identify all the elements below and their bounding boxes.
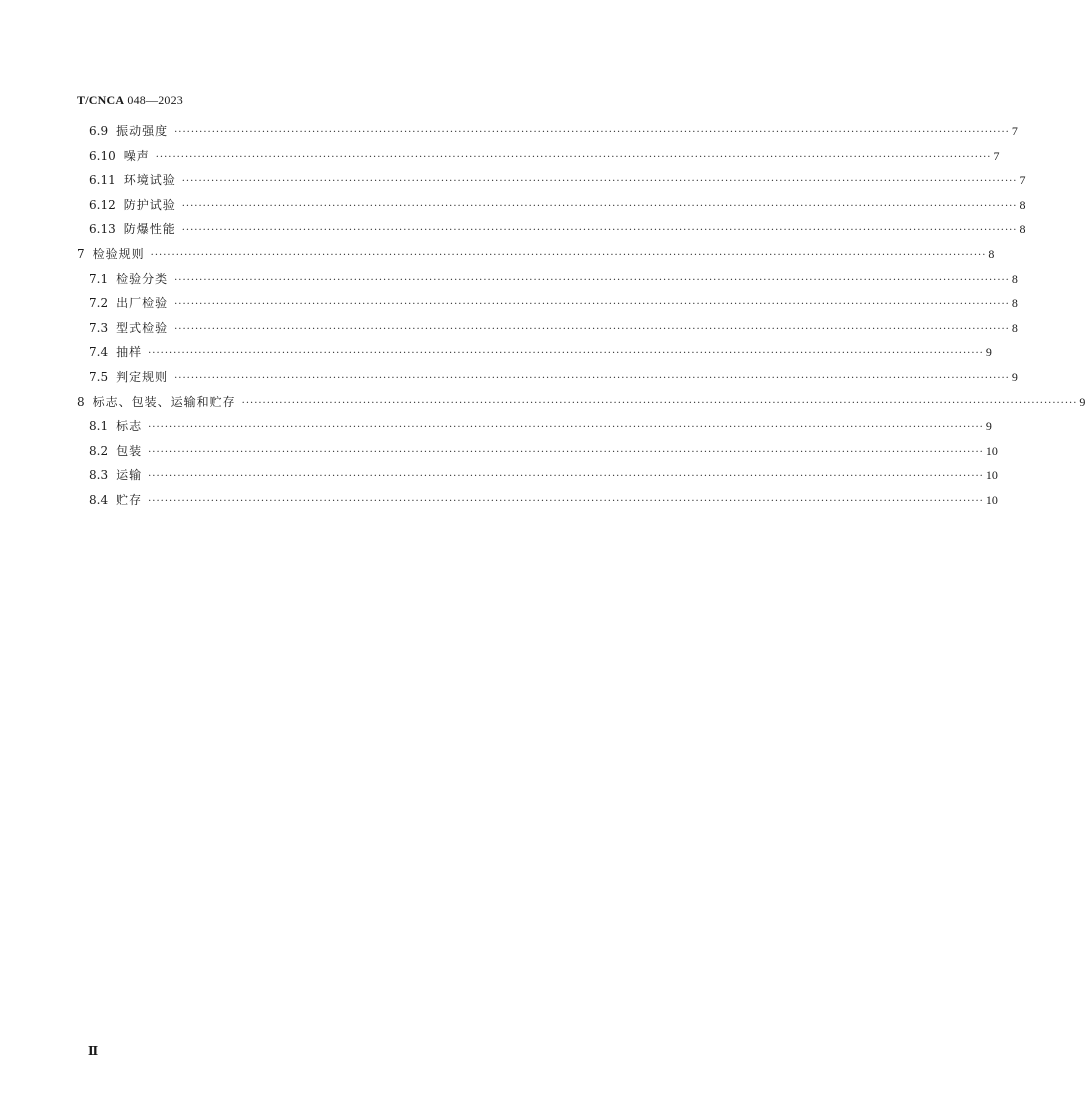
dot-leader: ········································································································································································································ bbox=[148, 446, 984, 458]
toc-entry-number: 7.4 bbox=[89, 345, 109, 360]
document-header bbox=[77, 93, 183, 108]
dot-leader: ········································································································································································································ bbox=[241, 397, 1078, 409]
toc-entry-number: 6.12 bbox=[89, 197, 116, 212]
toc-entry[interactable] bbox=[0, 343, 992, 361]
toc-entry-number: 8.3 bbox=[89, 468, 109, 483]
toc-entry-number: 6.9 bbox=[89, 124, 109, 138]
toc-entry-page: 7 bbox=[1019, 173, 1026, 188]
toc-entry-title: 检验规则 bbox=[92, 247, 145, 261]
toc-entry-title: 包装 bbox=[116, 443, 143, 458]
toc-entry-page: 7 bbox=[1011, 124, 1018, 138]
toc-entry-page: 8 bbox=[1019, 197, 1026, 212]
toc-entry-number: 7.5 bbox=[89, 370, 109, 384]
toc-entry-title: 抽样 bbox=[116, 345, 143, 360]
toc-entry[interactable] bbox=[0, 196, 1026, 214]
toc-entry-number: 7.2 bbox=[89, 296, 109, 311]
toc-entry-number: 8.2 bbox=[89, 443, 109, 458]
toc-entry-number: 7.1 bbox=[89, 271, 109, 286]
toc-entry-title: 出厂检验 bbox=[116, 296, 169, 311]
toc-entry-title: 检验分类 bbox=[116, 271, 169, 286]
toc-entry-number: 6.11 bbox=[89, 173, 116, 188]
toc-entry[interactable] bbox=[0, 368, 1018, 386]
toc-entry-title: 标志、包装、运输和贮存 bbox=[92, 394, 236, 409]
toc-entry-number: 7 bbox=[77, 247, 85, 261]
toc-entry-page: 8 bbox=[1011, 320, 1018, 335]
dot-leader: ········································································································································································································ bbox=[148, 422, 984, 434]
toc-entry-title: 型式检验 bbox=[116, 320, 169, 335]
page-number: Ⅱ bbox=[88, 1044, 99, 1058]
toc-entry-title: 判定规则 bbox=[116, 370, 169, 384]
dot-leader: ········································································································································································································ bbox=[148, 471, 984, 483]
toc-entry-page: 8 bbox=[1011, 296, 1018, 311]
dot-leader: ········································································································································································································ bbox=[148, 496, 984, 507]
toc-entry-page: 9 bbox=[985, 345, 992, 360]
dot-leader: ········································································································································································································ bbox=[150, 250, 987, 261]
toc-entry-title: 标志 bbox=[116, 419, 143, 434]
toc-entry-page: 8 bbox=[1011, 271, 1018, 286]
toc-entry[interactable] bbox=[0, 294, 1018, 312]
toc-entry-number: 7.3 bbox=[89, 320, 109, 335]
toc-entry-number: 8.4 bbox=[89, 493, 109, 507]
toc-entry-page: 10 bbox=[985, 493, 998, 507]
dot-leader: ········································································································································································································ bbox=[174, 299, 1010, 311]
toc-entry[interactable] bbox=[0, 220, 1026, 238]
toc-entry[interactable] bbox=[0, 393, 1085, 411]
toc-entry-number: 6.10 bbox=[89, 148, 116, 163]
toc-entry-page: 8 bbox=[1019, 222, 1026, 237]
toc-entry-title: 振动强度 bbox=[116, 124, 169, 138]
standard-code: T/CNCA bbox=[77, 93, 125, 107]
toc-entry-title: 防护试验 bbox=[123, 197, 176, 212]
toc-entry-page: 10 bbox=[985, 443, 998, 458]
toc-entry[interactable] bbox=[0, 270, 1018, 288]
toc-entry-page: 9 bbox=[985, 419, 992, 434]
toc-entry-page: 9 bbox=[1011, 370, 1018, 384]
dot-leader: ········································································································································································································ bbox=[174, 323, 1010, 335]
dot-leader: ········································································································································································································ bbox=[155, 151, 992, 163]
dot-leader: ········································································································································································································ bbox=[181, 176, 1018, 188]
toc-entry[interactable] bbox=[0, 466, 998, 484]
toc-entry-page: 7 bbox=[993, 148, 1000, 163]
toc-entry-page: 10 bbox=[985, 468, 998, 483]
toc-entry-title: 运输 bbox=[116, 468, 143, 483]
toc-entry-number: 8.1 bbox=[89, 419, 109, 434]
dot-leader: ········································································································································································································ bbox=[174, 274, 1010, 286]
toc-entry-title: 环境试验 bbox=[123, 173, 176, 188]
toc-entry[interactable] bbox=[0, 147, 1000, 165]
toc-entry-title: 噪声 bbox=[123, 148, 150, 163]
toc-entry[interactable] bbox=[0, 171, 1026, 189]
toc-entry[interactable] bbox=[0, 491, 998, 509]
dot-leader: ········································································································································································································ bbox=[181, 200, 1018, 212]
toc-entry-title: 防爆性能 bbox=[123, 222, 176, 237]
dot-leader: ········································································································································································································ bbox=[174, 373, 1010, 384]
toc-entry[interactable] bbox=[0, 122, 1018, 140]
toc-entry-page: 9 bbox=[1079, 394, 1085, 409]
toc-entry[interactable] bbox=[0, 442, 998, 460]
standard-number: 048—2023 bbox=[127, 93, 184, 107]
toc-entry[interactable] bbox=[0, 245, 995, 263]
toc-entry[interactable] bbox=[0, 417, 992, 435]
dot-leader: ········································································································································································································ bbox=[148, 348, 984, 360]
toc-entry-number: 6.13 bbox=[89, 222, 116, 237]
toc-entry-number: 8 bbox=[77, 394, 85, 409]
toc-entry-page: 8 bbox=[988, 247, 995, 261]
dot-leader: ········································································································································································································ bbox=[174, 127, 1010, 138]
toc-entry[interactable] bbox=[0, 319, 1018, 337]
dot-leader: ········································································································································································································ bbox=[181, 225, 1018, 237]
toc-entry-title: 贮存 bbox=[116, 493, 143, 507]
